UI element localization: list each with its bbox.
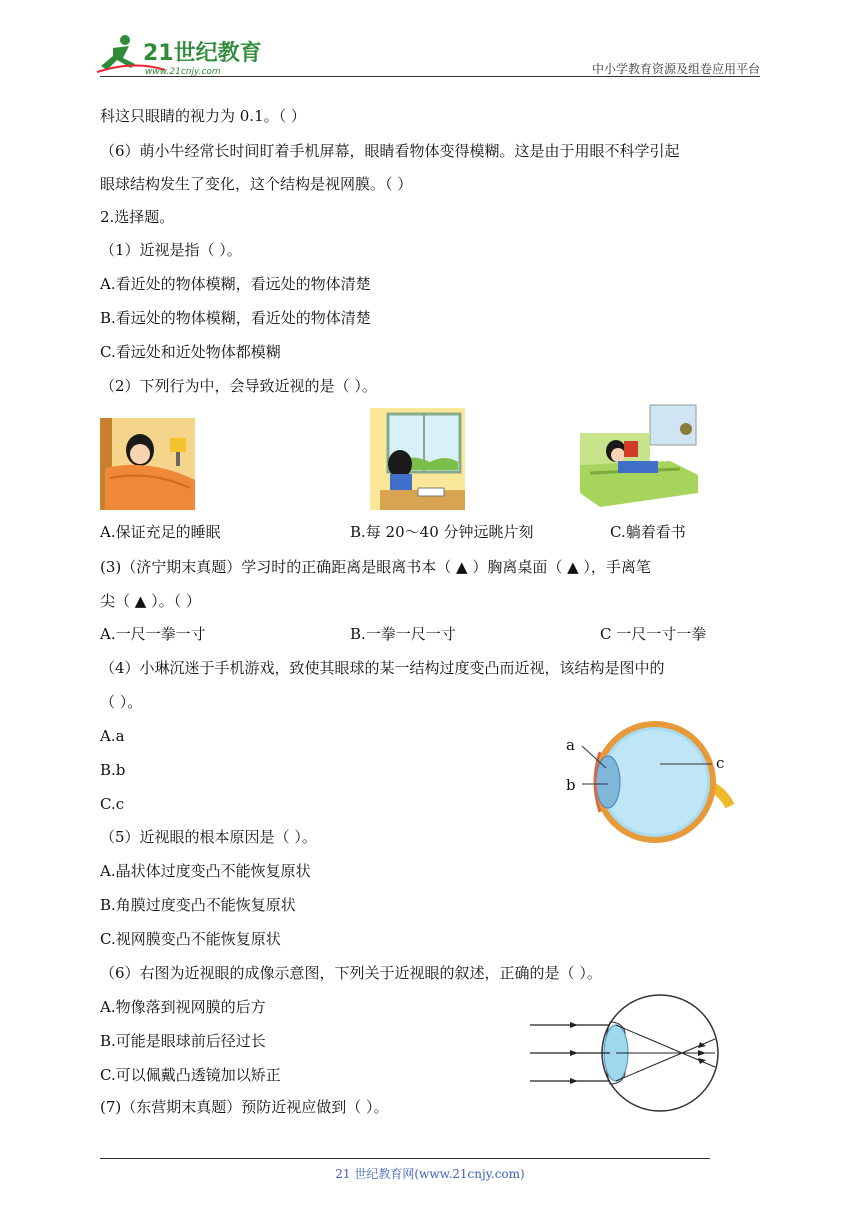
option: A.a bbox=[100, 727, 125, 745]
logo bbox=[95, 30, 265, 78]
question-stem: （4）小琳沉迷于手机游戏，致使其眼球的某一结构过度变凸而近视，该结构是图中的 bbox=[100, 659, 665, 677]
footer-rule bbox=[100, 1158, 710, 1159]
option: B.b bbox=[100, 761, 126, 779]
logo-text: 21世纪教育 bbox=[143, 41, 262, 66]
option: A.看近处的物体模糊，看远处的物体清楚 bbox=[100, 275, 371, 293]
window-gazing-picture bbox=[370, 408, 465, 510]
option: B.每 20～40 分钟远眺片刻 bbox=[350, 523, 534, 541]
option: A.物像落到视网膜的后方 bbox=[100, 998, 266, 1016]
question-stem: 尖（ ▲ ）。（ ） bbox=[100, 592, 201, 610]
option: C 一尺一寸一拳 bbox=[600, 625, 707, 643]
option: A.一尺一拳一寸 bbox=[100, 625, 206, 643]
option: B.角膜过度变凸不能恢复原状 bbox=[100, 896, 296, 914]
option: C.可以佩戴凸透镜加以矫正 bbox=[100, 1066, 281, 1084]
question-stem: （1）近视是指（ ）。 bbox=[100, 241, 242, 259]
question-stem: （5）近视眼的根本原因是（ ）。 bbox=[100, 828, 317, 846]
option: B.一拳一尺一寸 bbox=[350, 625, 456, 643]
lying-reading-picture bbox=[580, 403, 698, 510]
option: B.看远处的物体模糊，看近处的物体清楚 bbox=[100, 309, 371, 327]
label-c: c bbox=[716, 754, 725, 772]
header-platform-text: 中小学教育资源及组卷应用平台 bbox=[591, 62, 760, 76]
option: C.c bbox=[100, 795, 125, 813]
text-line: 眼球结构发生了变化，这个结构是视网膜。（ ） bbox=[100, 175, 413, 193]
option: B.可能是眼球前后径过长 bbox=[100, 1032, 266, 1050]
myopia-imaging-diagram bbox=[530, 992, 730, 1114]
logo-url: www.21cnjy.com bbox=[145, 67, 221, 77]
option: C.躺着看书 bbox=[610, 523, 686, 541]
runner-logo-icon bbox=[95, 30, 265, 78]
text-line: （6）萌小牛经常长时间盯着手机屏幕，眼睛看物体变得模糊。这是由于用眼不科学引起 bbox=[100, 142, 680, 160]
question-stem: （6）右图为近视眼的成像示意图，下列关于近视眼的叙述，正确的是（ ）。 bbox=[100, 964, 602, 982]
label-b: b bbox=[566, 776, 576, 794]
header-rule bbox=[100, 76, 760, 77]
section-heading: 2.选择题。 bbox=[100, 208, 175, 226]
question-stem: (7)（东营期末真题）预防近视应做到（ ）。 bbox=[100, 1098, 389, 1116]
question-stem: (3)（济宁期末真题）学习时的正确距离是眼离书本（ ▲ ）胸离桌面（ ▲ ），手离笔 bbox=[100, 558, 651, 576]
option: A.晶状体过度变凸不能恢复原状 bbox=[100, 862, 311, 880]
option: A.保证充足的睡眠 bbox=[100, 523, 221, 541]
option: C.视网膜变凸不能恢复原状 bbox=[100, 930, 281, 948]
eye-structure-diagram bbox=[560, 716, 740, 852]
sleeping-child-picture bbox=[100, 418, 195, 510]
question-stem: （2）下列行为中，会导致近视的是（ ）。 bbox=[100, 377, 377, 395]
footer-text: 21 世纪教育网(www.21cnjy.com) bbox=[335, 1167, 525, 1181]
label-a: a bbox=[566, 736, 575, 754]
option: C.看远处和近处物体都模糊 bbox=[100, 343, 281, 361]
text-line: 科这只眼睛的视力为 0.1。（ ） bbox=[100, 107, 306, 125]
question-stem: （ ）。 bbox=[100, 693, 143, 711]
